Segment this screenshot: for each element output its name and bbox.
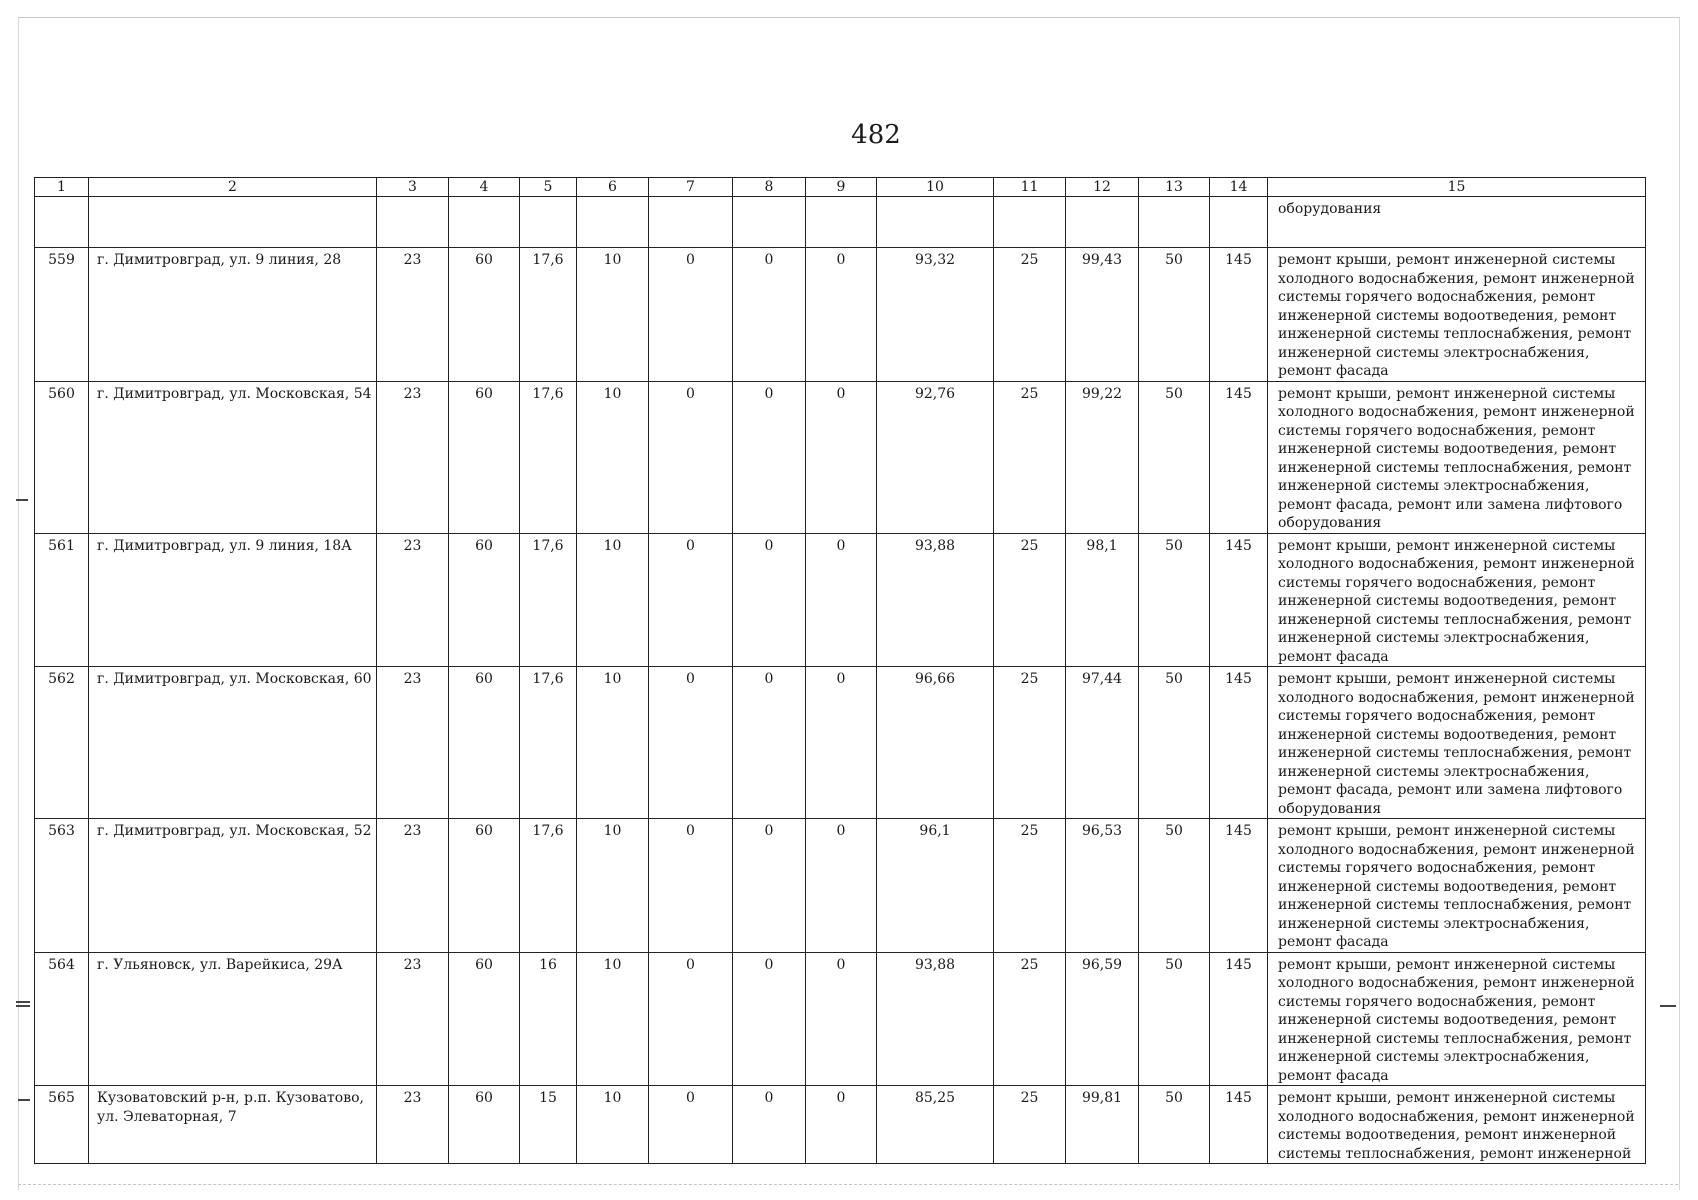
column-number: 2 [89,178,377,197]
col-6-value: 10 [577,1086,649,1164]
col-10-value: 92,76 [877,381,994,533]
col-10-value: 93,88 [877,952,994,1086]
col-12-value: 96,53 [1066,819,1139,953]
col-14-value: 145 [1210,819,1268,953]
col-11-value: 25 [994,819,1066,953]
address: г. Димитровград, ул. Московская, 54 [89,381,377,533]
col-3-value: 23 [377,819,449,953]
margin-mark [1660,1005,1676,1007]
works-list: ремонт крыши, ремонт инженерной системы холодного водоснабжения, ремонт инженерной системы горячего водоснабжения, ремонт инженерной системы водоотведения, ремонт инженерной системы теплоснабжения, ремонт инженерной системы электроснабжения, ремонт фасада [1268,533,1646,667]
col-14-value: 145 [1210,667,1268,819]
works-list: ремонт крыши, ремонт инженерной системы холодного водоснабжения, ремонт инженерной системы горячего водоснабжения, ремонт инженерной системы водоотведения, ремонт инженерной системы теплоснабжения, ремонт инженерной системы электроснабжения, ремонт фасада [1268,248,1646,382]
col-6-value: 10 [577,381,649,533]
address: г. Ульяновск, ул. Варейкиса, 29А [89,952,377,1086]
col-10-value: 85,25 [877,1086,994,1164]
margin-mark [18,1099,30,1101]
column-number: 4 [449,178,520,197]
col-4-value: 60 [449,1086,520,1164]
col-13-value: 50 [1139,952,1210,1086]
column-number: 1 [35,178,89,197]
col-5-value: 17,6 [520,248,577,382]
works-list: ремонт крыши, ремонт инженерной системы холодного водоснабжения, ремонт инженерной системы горячего водоснабжения, ремонт инженерной системы водоотведения, ремонт инженерной системы теплоснабжения, ремонт инженерной системы электроснабжения, ремонт фасада, ремонт или замена лифтового оборудования [1268,381,1646,533]
table-row [35,819,1646,953]
col-13-value: 50 [1139,533,1210,667]
col-6-value: 10 [577,952,649,1086]
col-11-value: 25 [994,248,1066,382]
col-12-value: 97,44 [1066,667,1139,819]
col-3-value: 23 [377,248,449,382]
col-4-value: 60 [449,381,520,533]
table-row [35,1086,1646,1164]
row-number: 563 [35,819,89,953]
col-9-value: 0 [806,1086,877,1164]
col-4-value: 60 [449,819,520,953]
table-row [35,533,1646,667]
row-number: 565 [35,1086,89,1164]
margin-mark [16,499,28,501]
col-12-value: 99,22 [1066,381,1139,533]
col-12-value: 98,1 [1066,533,1139,667]
scan-bottom-edge [18,1184,1678,1185]
col-13-value: 50 [1139,1086,1210,1164]
col-5-value: 17,6 [520,381,577,533]
col-3-value: 23 [377,667,449,819]
column-number-row [35,178,1646,197]
column-number: 10 [877,178,994,197]
col-9-value: 0 [806,533,877,667]
row-number: 562 [35,667,89,819]
col-11-value: 25 [994,1086,1066,1164]
column-number: 7 [649,178,733,197]
col-9-value: 0 [806,381,877,533]
column-number: 8 [733,178,806,197]
col-8-value: 0 [733,667,806,819]
col-5-value: 17,6 [520,819,577,953]
address: Кузоватовский р-н, р.п. Кузоватово, ул. Элеваторная, 7 [89,1086,377,1164]
col-8-value: 0 [733,819,806,953]
table-row [35,667,1646,819]
address: г. Димитровград, ул. 9 линия, 18А [89,533,377,667]
column-number: 6 [577,178,649,197]
column-number: 12 [1066,178,1139,197]
col-6-value: 10 [577,819,649,953]
col-7-value: 0 [649,533,733,667]
repair-schedule-table [34,177,1646,1164]
col-7-value: 0 [649,1086,733,1164]
column-number: 14 [1210,178,1268,197]
col-12-value: 96,59 [1066,952,1139,1086]
col-13-value: 50 [1139,819,1210,953]
continuation-text: оборудования [1268,197,1646,248]
col-9-value: 0 [806,667,877,819]
col-12-value: 99,81 [1066,1086,1139,1164]
col-3-value: 23 [377,381,449,533]
works-list: ремонт крыши, ремонт инженерной системы холодного водоснабжения, ремонт инженерной системы горячего водоснабжения, ремонт инженерной системы водоотведения, ремонт инженерной системы теплоснабжения, ремонт инженерной системы электроснабжения, ремонт фасада [1268,952,1646,1086]
margin-mark [16,1001,30,1003]
col-11-value: 25 [994,952,1066,1086]
col-4-value: 60 [449,952,520,1086]
col-8-value: 0 [733,533,806,667]
page-number: 482 [851,120,901,150]
margin-mark [16,1005,30,1007]
col-3-value: 23 [377,952,449,1086]
col-14-value: 145 [1210,533,1268,667]
row-number: 560 [35,381,89,533]
col-11-value: 25 [994,533,1066,667]
col-7-value: 0 [649,381,733,533]
table-row [35,952,1646,1086]
col-7-value: 0 [649,819,733,953]
col-7-value: 0 [649,248,733,382]
col-7-value: 0 [649,952,733,1086]
col-13-value: 50 [1139,667,1210,819]
col-13-value: 50 [1139,248,1210,382]
row-number: 564 [35,952,89,1086]
column-number: 15 [1268,178,1646,197]
col-8-value: 0 [733,381,806,533]
col-6-value: 10 [577,533,649,667]
col-10-value: 96,66 [877,667,994,819]
col-14-value: 145 [1210,952,1268,1086]
col-7-value: 0 [649,667,733,819]
col-10-value: 93,88 [877,533,994,667]
col-4-value: 60 [449,533,520,667]
table-row [35,248,1646,382]
row-number: 559 [35,248,89,382]
col-10-value: 96,1 [877,819,994,953]
column-number: 9 [806,178,877,197]
col-3-value: 23 [377,1086,449,1164]
col-10-value: 93,32 [877,248,994,382]
col-5-value: 16 [520,952,577,1086]
col-5-value: 17,6 [520,667,577,819]
col-8-value: 0 [733,248,806,382]
column-number: 13 [1139,178,1210,197]
col-14-value: 145 [1210,248,1268,382]
continuation-row [35,197,1646,248]
col-4-value: 60 [449,667,520,819]
col-5-value: 15 [520,1086,577,1164]
column-number: 3 [377,178,449,197]
address: г. Димитровград, ул. Московская, 60 [89,667,377,819]
table-row [35,381,1646,533]
col-5-value: 17,6 [520,533,577,667]
column-number: 11 [994,178,1066,197]
col-9-value: 0 [806,952,877,1086]
col-4-value: 60 [449,248,520,382]
works-list: ремонт крыши, ремонт инженерной системы холодного водоснабжения, ремонт инженерной системы горячего водоснабжения, ремонт инженерной системы водоотведения, ремонт инженерной системы теплоснабжения, ремонт инженерной системы электроснабжения, ремонт фасада [1268,819,1646,953]
col-13-value: 50 [1139,381,1210,533]
col-11-value: 25 [994,667,1066,819]
col-6-value: 10 [577,248,649,382]
address: г. Димитровград, ул. 9 линия, 28 [89,248,377,382]
col-3-value: 23 [377,533,449,667]
col-6-value: 10 [577,667,649,819]
column-number: 5 [520,178,577,197]
works-list: ремонт крыши, ремонт инженерной системы холодного водоснабжения, ремонт инженерной системы горячего водоснабжения, ремонт инженерной системы водоотведения, ремонт инженерной системы теплоснабжения, ремонт инженерной системы электроснабжения, ремонт фасада, ремонт или замена лифтового оборудования [1268,667,1646,819]
col-9-value: 0 [806,248,877,382]
col-14-value: 145 [1210,1086,1268,1164]
col-14-value: 145 [1210,381,1268,533]
address: г. Димитровград, ул. Московская, 52 [89,819,377,953]
col-9-value: 0 [806,819,877,953]
col-12-value: 99,43 [1066,248,1139,382]
col-8-value: 0 [733,952,806,1086]
col-11-value: 25 [994,381,1066,533]
row-number: 561 [35,533,89,667]
works-list: ремонт крыши, ремонт инженерной системы холодного водоснабжения, ремонт инженерной системы водоотведения, ремонт инженерной системы теплоснабжения, ремонт инженерной [1268,1086,1646,1164]
col-8-value: 0 [733,1086,806,1164]
